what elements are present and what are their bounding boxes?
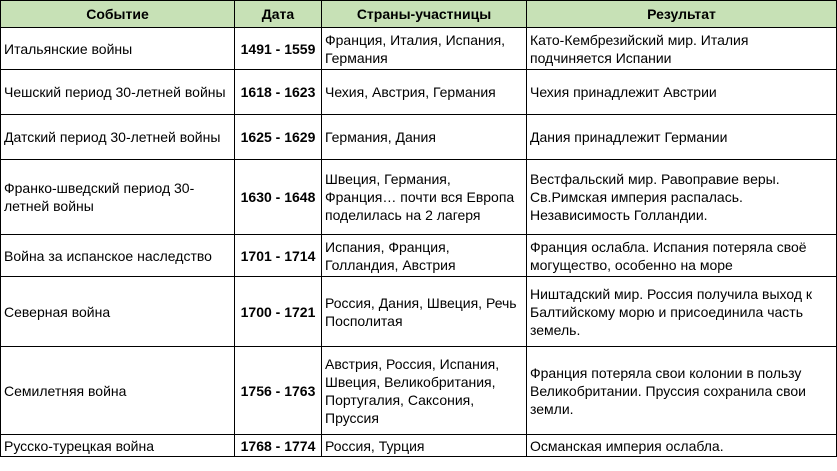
date-cell: 1700 - 1721 <box>235 277 322 347</box>
countries-cell: Австрия, Россия, Испания, Швеция, Великобритания, Португалия, Саксония, Пруссия <box>322 347 527 435</box>
date-cell: 1768 - 1774 <box>235 435 322 457</box>
table-row <box>1 115 837 160</box>
countries-cell: Франция, Италия, Испания, Германия <box>322 28 527 70</box>
table-row <box>1 435 837 457</box>
header-result: Результат <box>527 1 837 28</box>
result-cell: Като-Кембрезийский мир. Италия подчиняется Испании <box>527 28 837 70</box>
header-countries: Страны-участницы <box>322 1 527 28</box>
event-cell: Русско-турецкая война <box>1 435 235 457</box>
event-cell: Северная война <box>1 277 235 347</box>
result-cell: Османская империя ослабла. <box>527 435 837 457</box>
event-cell: Чешский период 30-летней войны <box>1 70 235 115</box>
result-cell: Вестфальский мир. Равоправие веры. Св.Римская империя распалась. Независимость Голландии. <box>527 160 837 235</box>
event-cell: Семилетняя война <box>1 347 235 435</box>
date-cell: 1756 - 1763 <box>235 347 322 435</box>
event-cell: Война за испанское наследство <box>1 235 235 277</box>
date-cell: 1625 - 1629 <box>235 115 322 160</box>
event-cell: Датский период 30-летней войны <box>1 115 235 160</box>
date-cell: 1491 - 1559 <box>235 28 322 70</box>
table-row <box>1 235 837 277</box>
event-cell: Франко-шведский период 30-летней войны <box>1 160 235 235</box>
table-row <box>1 277 837 347</box>
countries-cell: Швеция, Германия, Франция… почти вся Европа поделилась на 2 лагеря <box>322 160 527 235</box>
result-cell: Чехия принадлежит Австрии <box>527 70 837 115</box>
countries-cell: Россия, Дания, Швеция, Речь Посполитая <box>322 277 527 347</box>
countries-cell: Россия, Турция <box>322 435 527 457</box>
table-row <box>1 160 837 235</box>
countries-cell: Испания, Франция, Голландия, Австрия <box>322 235 527 277</box>
table-row <box>1 28 837 70</box>
date-cell: 1630 - 1648 <box>235 160 322 235</box>
result-cell: Франция ослабла. Испания потеряла своё могущество, особенно на море <box>527 235 837 277</box>
result-cell: Франция потеряла свои колонии в пользу Великобритании. Пруссия сохранила свои земли. <box>527 347 837 435</box>
table-row <box>1 70 837 115</box>
countries-cell: Германия, Дания <box>322 115 527 160</box>
date-cell: 1701 - 1714 <box>235 235 322 277</box>
result-cell: Ништадский мир. Россия получила выход к Балтийскому морю и присоединила часть земель. <box>527 277 837 347</box>
countries-cell: Чехия, Австрия, Германия <box>322 70 527 115</box>
event-cell: Итальянские войны <box>1 28 235 70</box>
date-cell: 1618 - 1623 <box>235 70 322 115</box>
header-date: Дата <box>235 1 322 28</box>
table-row <box>1 347 837 435</box>
header-row <box>1 1 837 28</box>
result-cell: Дания принадлежит Германии <box>527 115 837 160</box>
header-event: Событие <box>1 1 235 28</box>
